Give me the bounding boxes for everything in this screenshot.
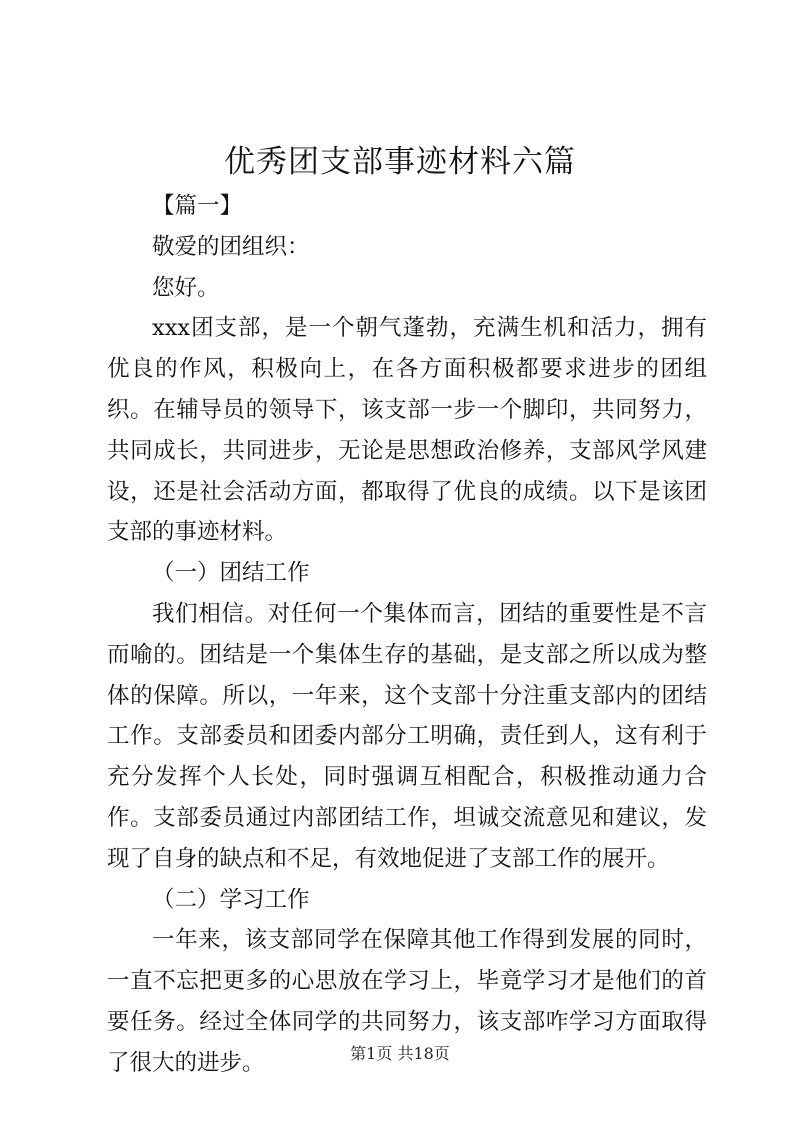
section-heading-study: （二）学习工作	[152, 886, 310, 913]
section-paragraph-unity: 我们相信。对任何一个集体而言，团结的重要性是不言而喻的。团结是一个集体生存的基础，是支部之所以成为整体的保障。所以，一年来，这个支部十分注重支部内的团结工作。支部委员和团委内部分工明确，责任到人，这有利于充分发挥个人长处，同时强调互相配合，积极推动通力合作。支部委员通过内部团结工作，坦诚交流意见和建议，发现了自身的缺点和不足，有效地促进了支部工作的展开。	[107, 600, 707, 872]
document-body	[107, 186, 707, 1084]
salutation: 敬爱的团组织：	[152, 233, 310, 260]
part-label: 【篇一】	[152, 193, 243, 219]
section-paragraph-study: 一年来，该支部同学在保障其他工作得到发展的同时，一直不忘把更多的心思放在学习上，毕竟学习才是他们的首要任务。经过全体同学的共同努力，该支部咋学习方面取得了很大的进步。	[107, 927, 707, 1076]
document-title: 优秀团支部事迹材料六篇	[224, 144, 576, 180]
greeting: 您好。	[152, 274, 220, 301]
page-footer: 第1页 共18页	[350, 1044, 450, 1063]
intro-paragraph: xxx团支部，是一个朝气蓬勃，充满生机和活力，拥有优良的作风，积极向上，在各方面积极都要求进步的团组织。在辅导员的领导下，该支部一步一个脚印，共同努力，共同成长，共同进步，无论是思想政治修养，支部风学风建设，还是社会活动方面，都取得了优良的成绩。以下是该团支部的事迹材料。	[107, 315, 707, 546]
section-heading-unity: （一）团结工作	[152, 560, 310, 587]
